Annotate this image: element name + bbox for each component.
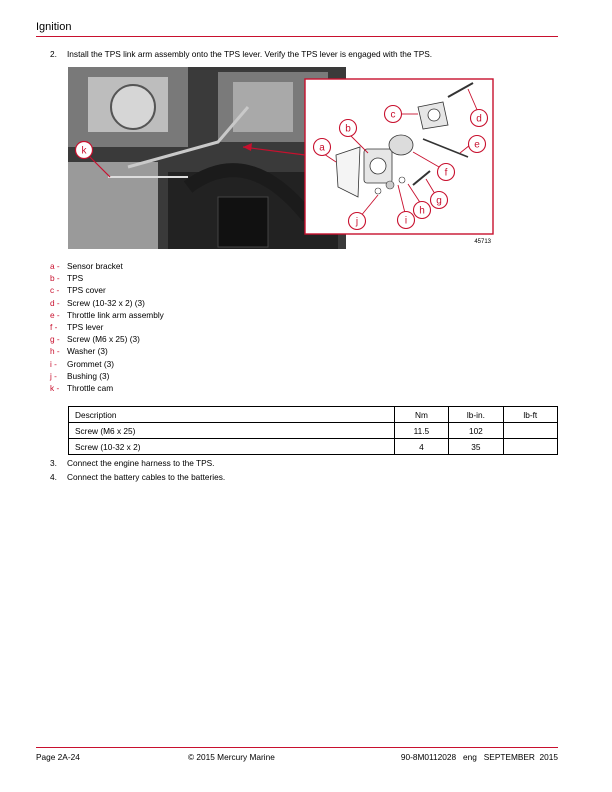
footer-copyright: © 2015 Mercury Marine [188,752,275,762]
legend-item: j - Bushing (3) [50,370,110,381]
table-cell: 11.5 [394,423,448,439]
column-header: lb-ft [503,407,557,423]
svg-text:g: g [436,195,442,207]
callout-g [431,192,448,209]
svg-text:e: e [474,139,480,151]
figure-number: 45713 [474,239,491,245]
step-number: 2. [50,49,57,59]
section-title: Ignition [36,21,72,33]
header-rule [36,36,558,37]
svg-text:f: f [444,167,448,179]
step-text: Connect the battery cables to the batteries. [67,472,226,482]
legend-item: f - TPS lever [50,322,104,333]
table-cell [503,439,557,455]
torque-table [68,406,558,455]
svg-text:b: b [345,123,351,135]
table-cell [503,423,557,439]
table-cell: 102 [449,423,503,439]
legend-item: i - Grommet (3) [50,358,115,369]
footer-page-number: Page 2A-24 [36,752,80,762]
table-row [69,439,558,455]
column-header: Description [69,407,395,423]
footer-document-id: 90-8M0112028 eng SEPTEMBER 2015 [400,752,558,762]
callout-k-label: k [81,145,87,157]
callout-j [349,213,366,230]
svg-text:j: j [355,216,359,228]
step-text: Install the TPS link arm assembly onto the TPS lever. Verify the TPS lever is engaged with the TPS. [67,49,433,59]
step-number: 3. [50,458,57,468]
legend-item: c - TPS cover [50,285,106,296]
callout-c [385,106,402,123]
table-header-row [69,407,558,423]
table-row [69,423,558,439]
table-cell: 4 [394,439,448,455]
table-cell: Screw (10-32 x 2) [69,439,395,455]
legend-item: e - Throttle link arm assembly [50,309,164,320]
legend-item: a - Sensor bracket [50,261,123,271]
legend-item: d - Screw (10-32 x 2) (3) [50,297,145,308]
legend-item: g - Screw (M6 x 25) (3) [50,334,140,345]
table-cell: Screw (M6 x 25) [69,423,395,439]
svg-text:h: h [419,205,425,217]
step-number: 4. [50,472,57,482]
callout-e [469,136,486,153]
footer-rule [36,747,558,748]
table-cell: 35 [449,439,503,455]
tps-installation-figure [68,67,496,249]
step-text: Connect the engine harness to the TPS. [67,458,215,468]
callout-a [314,139,331,156]
svg-text:a: a [319,142,325,154]
callout-h [414,202,431,219]
column-header: Nm [394,407,448,423]
column-header: lb-in. [449,407,503,423]
callout-i [398,212,415,229]
callout-f [438,164,455,181]
svg-text:d: d [476,113,482,125]
legend-item: h - Washer (3) [50,346,108,357]
legend-item: b - TPS [50,273,84,284]
step-2 [50,49,432,59]
legend-item: k - Throttle cam [50,383,114,394]
svg-text:i: i [404,215,408,227]
step-4 [50,472,225,482]
callout-d [471,110,488,127]
callout-b [340,120,357,137]
step-3 [50,458,214,468]
svg-text:c: c [390,109,396,121]
parts-legend [50,260,164,394]
